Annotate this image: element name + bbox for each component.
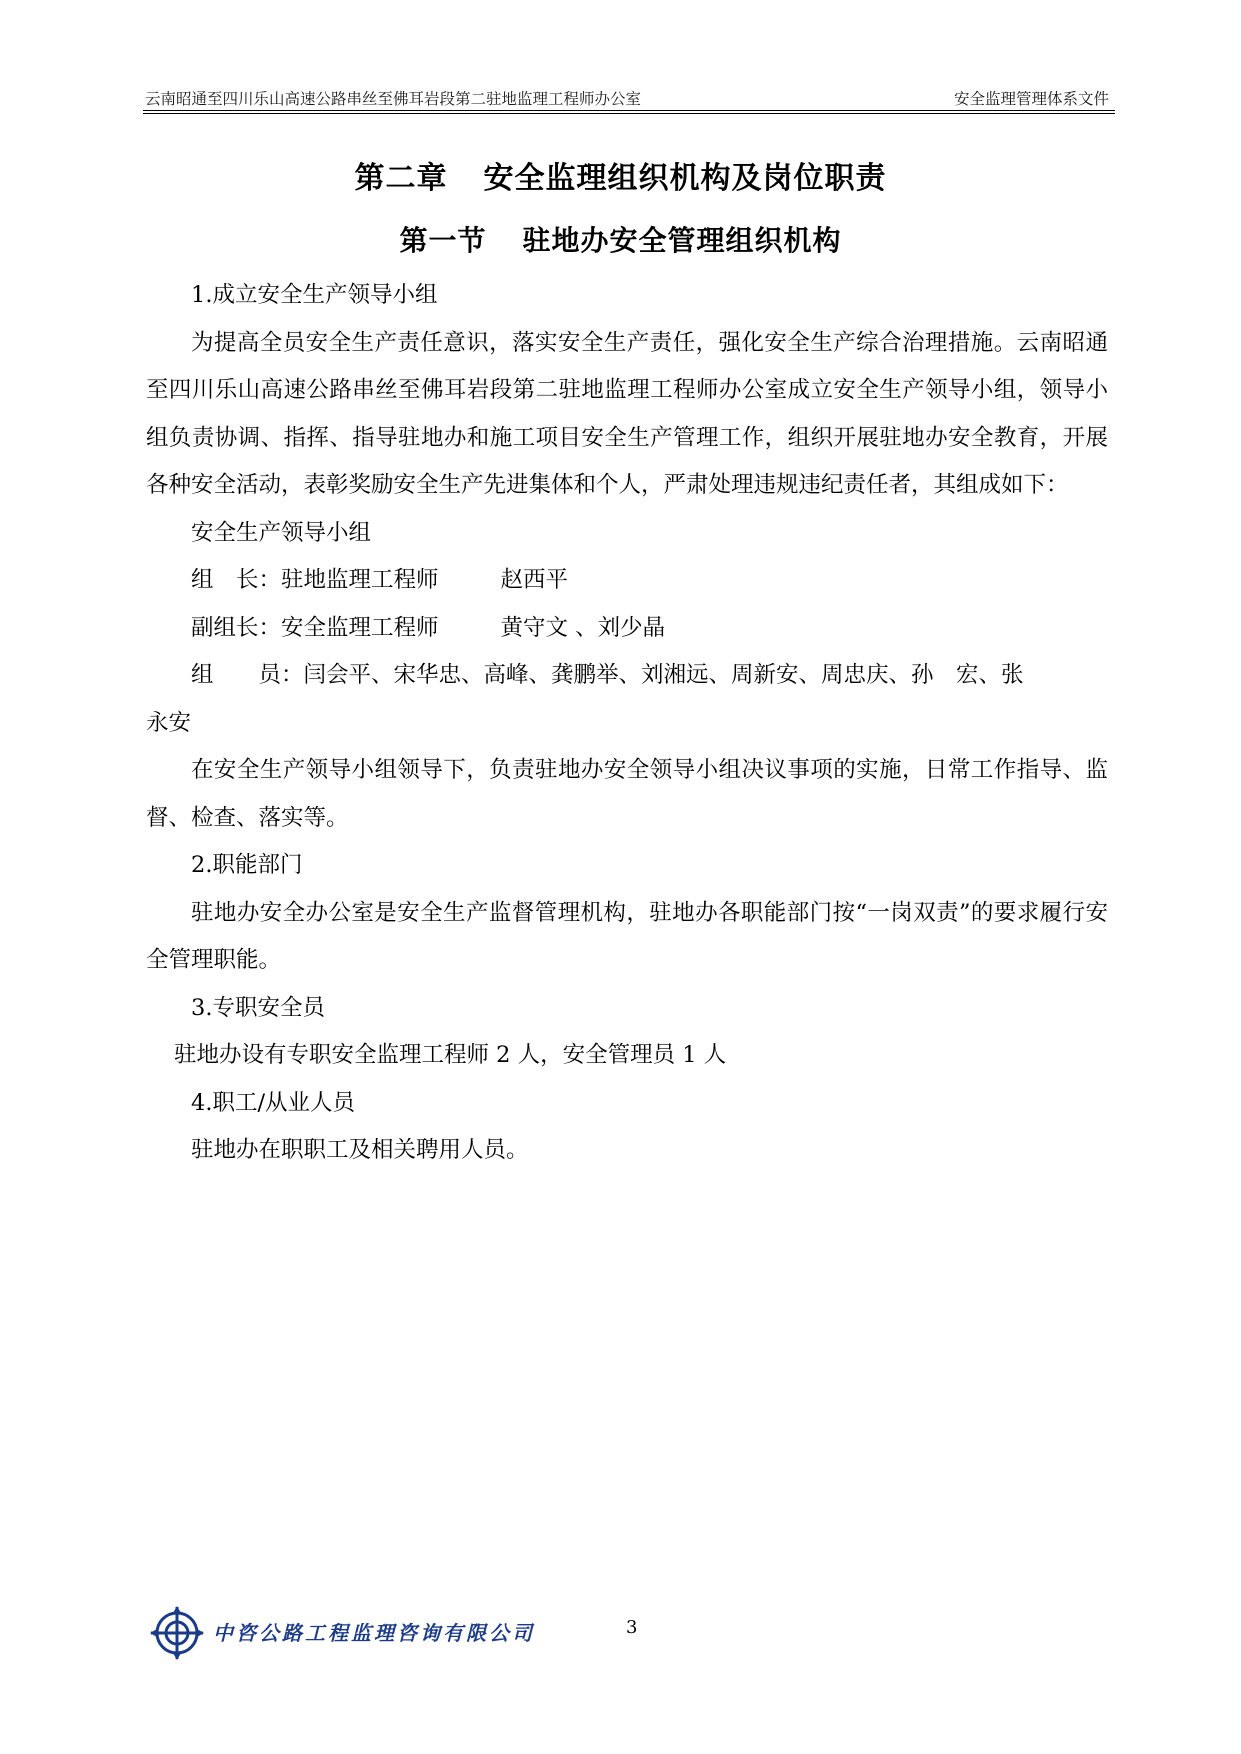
section-title: 驻地办安全管理组织机构: [522, 224, 842, 257]
chapter-heading: [0, 153, 1241, 197]
section-number: 第一节: [399, 224, 487, 257]
leader-role: 驻地监理工程师: [281, 567, 439, 593]
paragraph-leadership-group: 为提高全员安全生产责任意识，落实安全生产责任，强化安全生产综合治理措施。云南昭通至四川乐山高速公路串丝至佛耳岩段第二驻地监理工程师办公室成立安全生产领导小组，领导小组负责协调、指挥、指导驻地办和施工项目安全生产管理工作，组织开展驻地办安全教育，开展各种安全活动，表彰奖励安全生产先进集体和个人，严肃处理违规违纪责任者，其组成如下：: [146, 329, 1108, 498]
group-title: 安全生产领导小组: [191, 519, 372, 546]
header-project-title: 云南昭通至四川乐山高速公路串丝至佛耳岩段第二驻地监理工程师办公室: [145, 90, 642, 108]
header-document-type: 安全监理管理体系文件: [953, 90, 1109, 108]
paragraph-employees: 驻地办在职职工及相关聘用人员。: [191, 1137, 529, 1163]
chapter-title: 安全监理组织机构及岗位职责: [483, 161, 887, 196]
company-name: 中咨公路工程监理咨询有限公司: [213, 1621, 535, 1645]
page-number: 3: [626, 1617, 638, 1638]
members-row-continued: 永安: [146, 709, 192, 736]
document-body: [146, 272, 1108, 1175]
paragraph-functional-departments: 驻地办安全办公室是安全生产监督管理机构，驻地办各职能部门按“一岗双责”的要求履行安全管理职能。: [146, 899, 1108, 973]
item-3-heading: 3.专职安全员: [191, 994, 325, 1021]
deputy-row: [146, 605, 1108, 653]
company-logo-icon: [149, 1605, 205, 1661]
members-row: [146, 652, 1108, 700]
leader-row: [146, 557, 1108, 605]
chapter-number: 第二章: [354, 161, 448, 196]
paragraph-safety-staff: 驻地办设有专职安全监理工程师 2 人，安全管理员 1 人: [174, 1042, 727, 1068]
section-heading: [0, 219, 1241, 259]
leader-name: 赵西平: [500, 567, 569, 593]
leader-label: 组 长：: [191, 567, 282, 593]
item-4-heading: 4.职工/从业人员: [191, 1089, 356, 1116]
item-2-heading: 2.职能部门: [191, 852, 303, 878]
page-header: [143, 86, 1115, 111]
members-list: 闫会平、宋华忠、高峰、龚鹏举、刘湘远、周新安、周忠庆、孙 宏、张: [303, 662, 1024, 688]
deputy-names: 黄守文 、刘少晶: [500, 614, 666, 641]
header-divider: [143, 113, 1115, 114]
item-1-heading: 1.成立安全生产领导小组: [191, 282, 438, 308]
members-label: 组 员：: [191, 662, 304, 688]
deputy-label: 副组长：: [191, 614, 282, 641]
paragraph-duties: 在安全生产领导小组领导下，负责驻地办安全领导小组决议事项的实施，日常工作指导、监督、检查、落实等。: [146, 757, 1108, 831]
deputy-role: 安全监理工程师: [281, 614, 439, 641]
